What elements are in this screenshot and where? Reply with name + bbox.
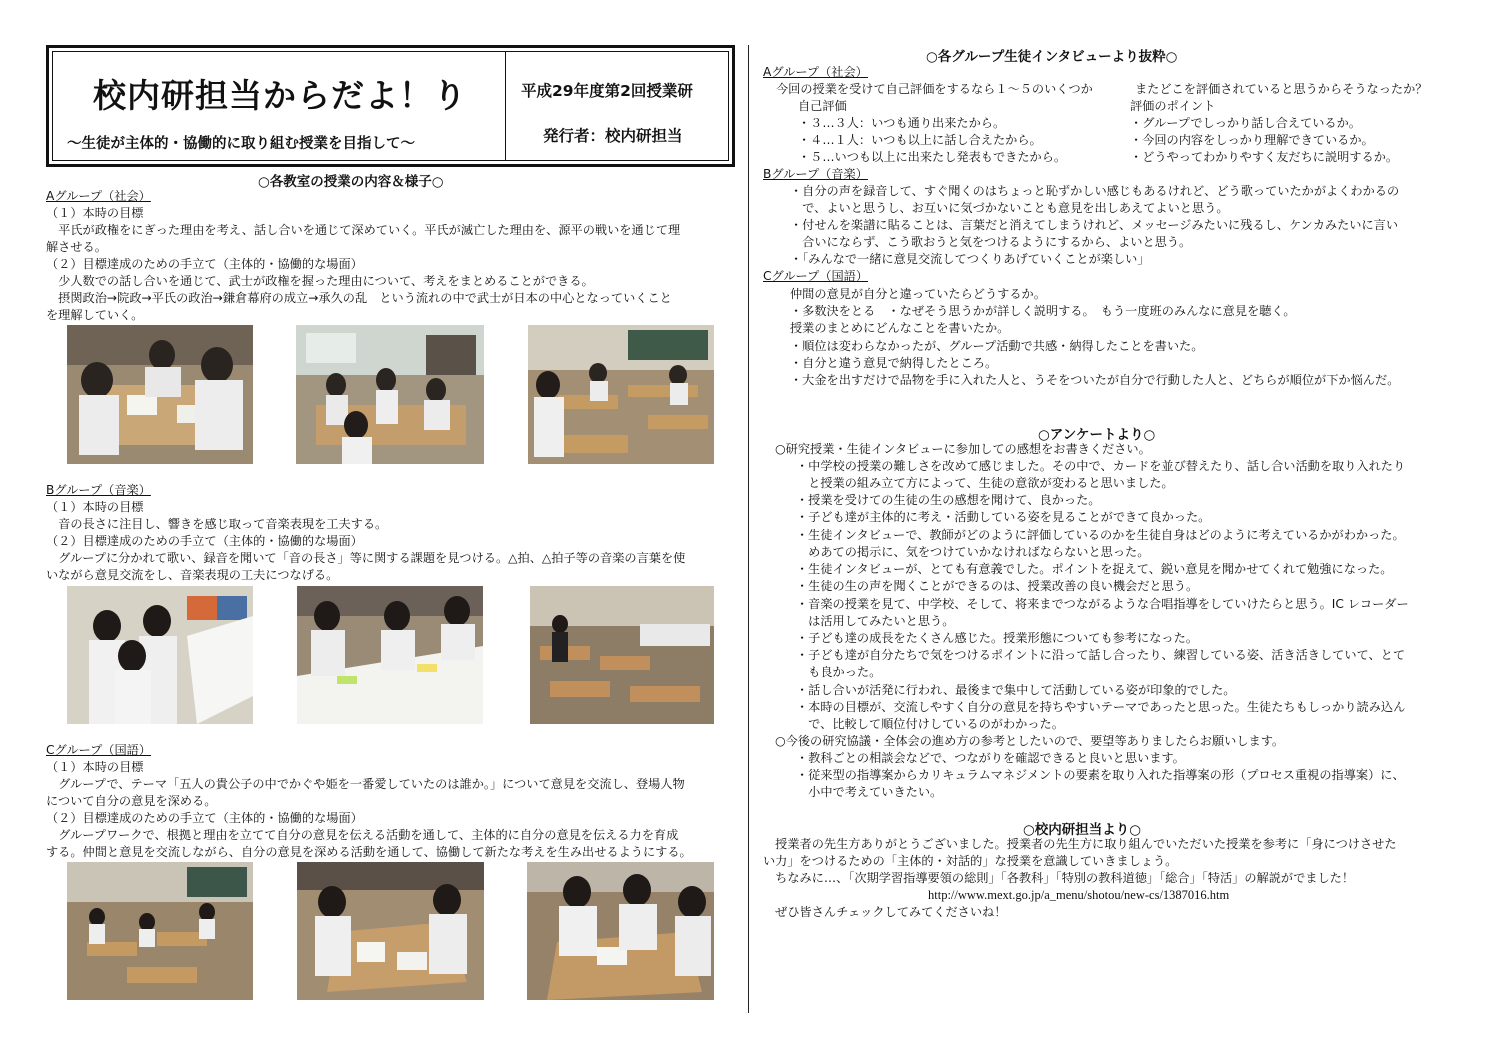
survey-answer: で、比較して順位付けしているのがわかった。: [796, 717, 1064, 731]
survey-request: ・従来型の指導案からカリキュラムマネジメントの要素を取り入れた指導案の形（プロセス重視の指導案）に、: [796, 768, 1405, 782]
group-b-line: いながら意見交流をし、音楽表現の工夫につなげる。: [46, 568, 339, 582]
newsletter-subtitle: ～生徒が主体的・協働的に取り組む授業を目指して～: [67, 136, 415, 152]
survey-request: ・教科ごとの相談会などで、つながりを確認できると良いと思います。: [796, 751, 1185, 765]
group-c-line: グループで、テーマ「五人の貴公子の中でかぐや姫を一番愛していたのは誰か。」について意見を交流し、登場人物: [46, 777, 685, 791]
interview-b-heading: Bグループ（音楽）: [763, 167, 868, 181]
interview-c-line: ・順位は変わらなかったが、グループ活動で共感・納得したことを書いた。: [790, 339, 1204, 353]
group-c-line: グループワークで、根拠と理由を立てて自分の意見を伝える活動を通して、主体的に自分の意見を伝える力を育成: [46, 828, 679, 842]
survey-answer: ・音楽の授業を見て、中学校、そして、将来までつながるような合唱指導をしていけたらと思う。IC レコーダー: [796, 597, 1409, 611]
publisher-label: 発行者：校内研担当: [543, 127, 683, 145]
interview-section-title: ○各グループ生徒インタビューより抜粋○: [926, 49, 1178, 65]
interview-c-line: ・自分と違う意見で納得したところ。: [790, 356, 998, 370]
survey-answer: と授業の組み立て方によって、生徒の意欲が変わると思いました。: [796, 476, 1174, 490]
survey-answer: ・子ども達の成長をたくさん感じた。授業形態についても参考になった。: [796, 631, 1198, 645]
classroom-photo-social-1: [67, 325, 253, 464]
survey-answer: ・子ども達が自分たちで気をつけるポイントに沿って話し合ったり、練習している姿、活き活きしていて、とて: [796, 648, 1406, 662]
survey-request: 小中で考えていきたい。: [796, 785, 943, 799]
survey-question-2: ○今後の研究協議・全体会の進め方の参考としたいので、要望等ありましたらお願いします。: [775, 734, 1285, 748]
group-b-line: グループに分かれて歌い、録音を聞いて「音の長さ」等に関する課題を見つける。△拍、△拍子等の音楽の言葉を使: [46, 551, 686, 565]
group-a-heading: Aグループ（社会）: [46, 189, 151, 203]
interview-a-question-2: またどこを評価されていると思うからそうなったか？: [1135, 82, 1428, 96]
header-inner-frame: [52, 51, 729, 161]
classroom-photo-social-3: [528, 325, 714, 464]
survey-answer: ・授業を受けての生徒の生の感想を聞けて、良かった。: [796, 493, 1101, 507]
interview-a-self-item: ・５…いつも以上に出来たし発表もできたから。: [798, 150, 1067, 164]
interview-a-self-item: ・４…１人：いつも以上に話し合えたから。: [798, 133, 1042, 147]
survey-answer: ・生徒インタビューが、とても有意義でした。ポイントを捉えて、鋭い意見を聞かせてくれて勉強になった。: [796, 562, 1393, 576]
interview-b-line: ・付せんを楽譜に貼ることは、言葉だと消えてしまうけれど、メッセージみたいに残るし、ケンカみたいに言い: [790, 218, 1399, 232]
interview-c-line: ・多数決をとる ・なぜそう思うかが詳しく説明する。 もう一度班のみんなに意見を聴く。: [790, 304, 1296, 318]
classroom-photo-music-1: [67, 586, 253, 724]
group-b-heading: Bグループ（音楽）: [46, 483, 151, 497]
interview-b-line: 合いにならず、こう歌おうと気をつけるようにするから、よいと思う。: [790, 235, 1192, 249]
group-c-line: について自分の意見を深める。: [46, 794, 217, 808]
interview-a-point-item: ・グループでしっかり話し合えているか。: [1130, 116, 1361, 130]
classroom-photo-social-2: [296, 325, 484, 464]
group-b-line: （２）目標達成のための手立て（主体的・協働的な場面）: [46, 534, 363, 548]
interview-b-line: ・自分の声を録音して、すぐ聞くのはちょっと恥ずかしい感じもあるけれど、どう歌っていたかがよくわかるの: [790, 184, 1400, 198]
group-a-line: （１）本時の目標: [46, 206, 144, 220]
interview-a-heading: Aグループ（社会）: [763, 65, 868, 79]
issue-label: 平成29年度第2回授業研: [521, 82, 693, 100]
survey-answer: ・子ども達が主体的に考え・活動している姿を見ることができて良かった。: [796, 510, 1211, 524]
survey-answer: ・生徒の生の声を聞くことができるのは、授業改善の良い機会だと思う。: [796, 579, 1199, 593]
group-c-heading: Cグループ（国語）: [46, 743, 152, 757]
group-a-line: 解させる。: [46, 240, 107, 254]
interview-c-line: 仲間の意見が自分と違っていたらどうするか。: [790, 287, 1046, 301]
interview-a-point-item: ・今回の内容をしっかり理解できているか。: [1130, 133, 1374, 147]
newsletter-title: 校内研担当からだよ！り: [93, 76, 467, 115]
curriculum-url-link[interactable]: http://www.mext.go.jp/a_menu/shotou/new-cs/1387016.htm: [928, 888, 1230, 902]
interview-a-label-self: 自己評価: [798, 99, 847, 113]
classroom-photo-japanese-2: [297, 862, 484, 1000]
survey-answer: は活用してみたいと思う。: [796, 614, 955, 628]
group-c-line: （２）目標達成のための手立て（主体的・協働的な場面）: [46, 811, 363, 825]
interview-a-label-points: 評価のポイント: [1130, 99, 1216, 113]
survey-section-title: ○アンケートより○: [1038, 427, 1156, 443]
closing-final-line: ぜひ皆さんチェックしてみてくださいね！: [763, 905, 1007, 919]
group-b-line: 音の長さに注目し、響きを感じ取って音楽表現を工夫する。: [46, 517, 388, 531]
header-box: [46, 45, 735, 167]
column-divider: [748, 45, 749, 1013]
group-a-line: 摂関政治→院政→平氏の政治→鎌倉幕府の成立→承久の乱 という流れの中で武士が日本の中心となっていくこと: [46, 291, 672, 305]
group-c-line: （１）本時の目標: [46, 760, 144, 774]
header-divider: [505, 52, 506, 160]
survey-answer: も良かった。: [796, 665, 882, 679]
classroom-section-title: ○各教室の授業の内容＆様子○: [258, 174, 444, 190]
survey-answer: ・生徒インタビューで、教師がどのように評価しているのかを生徒自身はどのように考えているかがわかった。: [796, 528, 1405, 542]
interview-a-point-item: ・どうやってわかりやすく友だちに説明するか。: [1130, 150, 1399, 164]
survey-question-1: ○研究授業・生徒インタビューに参加しての感想をお書きください。: [775, 442, 1151, 456]
interview-c-line: 授業のまとめにどんなことを書いたか。: [790, 321, 1010, 335]
classroom-photo-music-3: [530, 586, 714, 724]
group-a-line: （２）目標達成のための手立て（主体的・協働的な場面）: [46, 257, 363, 271]
interview-b-line: で、よいと思うし、お互いに気づかないことも意見を出しあえてよいと思う。: [790, 201, 1229, 215]
survey-answer: めあての掲示に、気をつけていかなければならないと思った。: [796, 545, 1150, 559]
group-c-line: する。仲間と意見を交流しながら、自分の意見を深める活動を通して、協働して新たな考えを生み出せるようにする。: [46, 845, 692, 859]
classroom-photo-japanese-1: [67, 862, 253, 1000]
interview-c-line: ・大金を出すだけで品物を手に入れた人と、うそをついたが自分で行動した人と、どちらが順位が下か悩んだ。: [790, 373, 1400, 387]
survey-answer: ・本時の目標が、交流しやすく自分の意見を持ちやすいテーマであったと思った。生徒たちもしっかり読み込ん: [796, 700, 1406, 714]
group-a-line: 少人数での話し合いを通じて、武士が政権を握った理由について、考えをまとめることができる。: [46, 274, 594, 288]
survey-answer: ・話し合いが活発に行われ、最後まで集中して活動している姿が印象的でした。: [796, 683, 1236, 697]
interview-c-heading: Cグループ（国語）: [763, 269, 869, 283]
classroom-photo-music-2: [297, 586, 483, 724]
closing-line: ちなみに…、「次期学習指導要領の総則」「各教科」「特別の教科道徳」「総合」「特活」の解説がでました！: [763, 871, 1355, 885]
closing-line: い力」をつけるための「主体的・対話的」な授業を意識していきましょう。: [763, 854, 1178, 868]
closing-section-title: ○校内研担当より○: [1023, 822, 1142, 838]
interview-a-question: 今回の授業を受けて自己評価をするなら１～５のいくつか: [776, 82, 1093, 96]
interview-b-line: ・「みんなで一緒に意見交流してつくりあげていくことが楽しい」: [790, 252, 1150, 266]
survey-answer: ・中学校の授業の難しさを改めて感じました。その中で、カードを並び替えたり、話し合い活動を取り入れたり: [796, 459, 1406, 473]
group-b-line: （１）本時の目標: [46, 500, 144, 514]
closing-line: 授業者の先生方ありがとうございました。授業者の先生方に取り組んでいただいた授業を参考に「身につけさせた: [763, 837, 1397, 851]
group-a-line: 平氏が政権をにぎった理由を考え、話し合いを通じて深めていく。平氏が滅亡した理由を、源平の戦いを通じて理: [46, 223, 681, 237]
interview-a-self-item: ・３…３人：いつも通り出来たから。: [798, 116, 1006, 130]
classroom-photo-japanese-3: [527, 862, 714, 1000]
group-a-line: を理解していく。: [46, 308, 144, 322]
